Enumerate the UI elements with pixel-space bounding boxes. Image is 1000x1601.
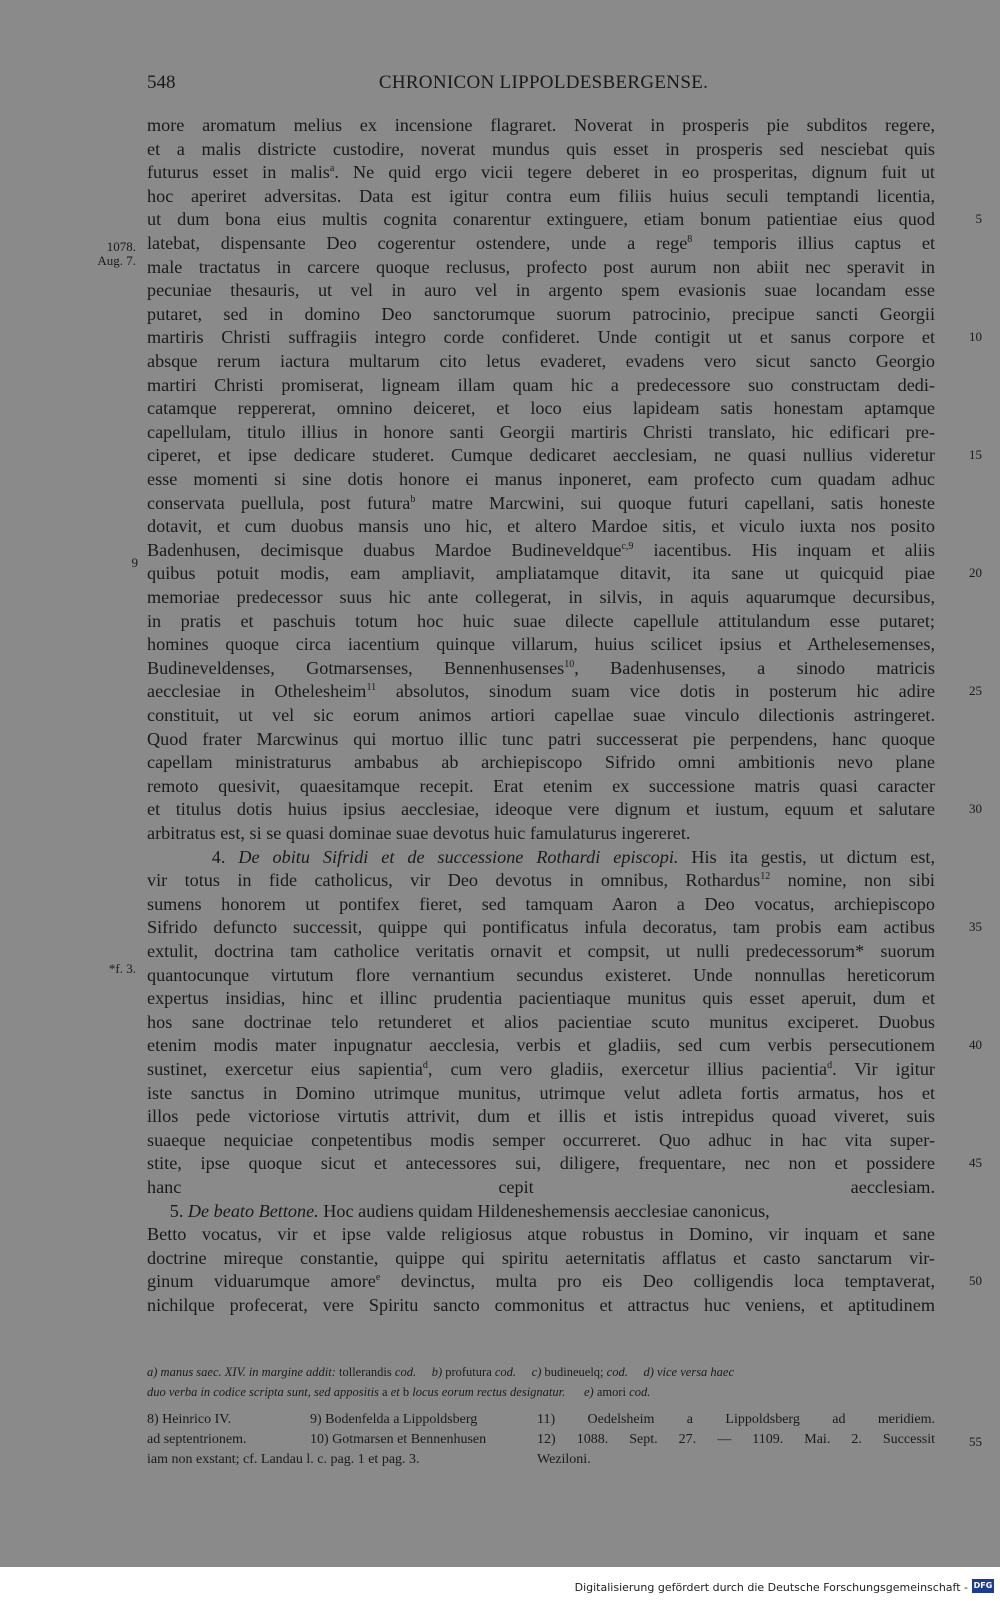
- text-line: remoto quesivit, quaesitamque recepit. Erat etenim ex successione matris quasi caracter: [147, 775, 935, 796]
- line-number: 30: [969, 801, 982, 817]
- text-line: futurus esset in malis$^a$. Ne quid ergo vicii tegere deberet in eo prosperitas, dignum fuit ut: [147, 162, 935, 183]
- line-number: 25: [969, 683, 982, 699]
- text-line: sustinet, exercetur eius sapientia$^d$, cum vero gladiis, exercetur illius pacientia$^d$. Vir igitur: [147, 1059, 935, 1079]
- text-line: Badenhusen, decimisque duabus Mardoe Budineveldque$^{c,9}$ iacentibus. His inquam et aliis: [147, 539, 935, 560]
- line-number: 10: [969, 329, 982, 345]
- text-line: Quod frater Marcwinus qui mortuo illic tunc patri successerat pie perpendens, hanc quoque: [147, 728, 935, 749]
- text-line: hoc aperiret adversitas. Data est igitur contra eum filiis huius seculi temptandi licentia,: [147, 185, 935, 206]
- text-line: absque rerum iactura multarum cito letus evaderet, evadens vero sicut sancto Georgio: [147, 351, 935, 371]
- apparatus-line: a) manus saec. XIV. in margine addit: tollerandis cod. b) profutura cod. c) budineuelq; cod. d) vice versa haec: [147, 1365, 735, 1379]
- margin-folio: *f. 3.: [108, 961, 136, 976]
- text-line: expertus insidias, hinc et illinc prudentia pacientiaque munitus quis esset aperuit, dum et: [147, 988, 935, 1009]
- margin-date-year: 1078.: [106, 239, 136, 254]
- text-line: memoriae predecessor suus hic ante collegerat, in silvis, in aquis aquarumque decursibus,: [147, 587, 935, 607]
- note-9: 9) Bodenfelda a Lippoldsberg: [310, 1412, 478, 1427]
- text-line: hos sane doctrinae telo retunderet et alios pacientiae scuto munitus exciperet. Duobus: [147, 1011, 935, 1032]
- note-8: 8) Heinrico IV.: [147, 1412, 232, 1427]
- text-line: ginum viduarumque amore$^e$ devinctus, multa pro eis Deo colligendis loca temptaverat,: [147, 1271, 935, 1292]
- line-number: 5: [975, 211, 982, 227]
- text-line: homines quoque circa iacentium quinque villarum, huius scilicet ipsius et Arthelesemenses,: [147, 634, 935, 655]
- text-line: Budineveldenses, Gotmarsenses, Bennenhusenses$^{10}$, Badenhusenses, a sinodo matricis: [147, 657, 935, 678]
- text-line: aecclesiae in Othelesheim$^{11}$ absolutos, sinodum suam vice dotis in posterum hic adire: [147, 681, 936, 702]
- line-number: 50: [969, 1273, 982, 1289]
- text-line: martiris Christi suffragiis integro corde confideret. Unde contigit ut et sanus corpore et: [147, 327, 935, 348]
- text-line: male tractatus in carcere quoque reclusus, profecto post aurum non abiit nec speravit in: [147, 256, 935, 277]
- text-line: arbitratus est, si se quasi dominae suae devotus huic famulaturus ingereret.: [147, 823, 691, 843]
- apparatus-line: duo verba in codice scripta sunt, sed appositis a et b locus eorum rectus designatur. e) amori cod.: [147, 1385, 651, 1399]
- text-line: 5. De beato Bettone. Hoc audiens quidam Hildeneshemensis aecclesiae canonicus,: [147, 1200, 770, 1221]
- note-8-cont: ad septentrionem.: [147, 1432, 247, 1447]
- page-number: 548: [147, 72, 176, 93]
- text-line: putaret, sed in domino Deo sanctorumque suorum patrocinio, precipue sancti Georgii: [147, 303, 935, 324]
- text-line: dotavit, et cum duobus mansis uno hic, et altero Mardoe sitis, et viculo iuxta nos posito: [147, 516, 935, 537]
- running-title: CHRONICON LIPPOLDESBERGENSE.: [378, 72, 709, 93]
- text-line: martiri Christi promiserat, ligneam illam quam hic a predecessore suo constructam dedi-: [147, 374, 935, 395]
- text-line: etenim modis mater inpugnatur aecclesia, verbis et gladiis, sed cum verbis persecutionem: [147, 1035, 935, 1056]
- text-line: 4. De obitu Sifridi et de successione Rothardi episcopi. His ita gestis, ut dictum est,: [147, 846, 935, 867]
- page-header: [147, 72, 940, 96]
- dfg-logo: DFG: [972, 1579, 994, 1593]
- text-line: esse momenti si sine dotis honore ei manus inponeret, eam profecto cum quadam adhuc: [147, 469, 935, 489]
- text-line: doctrine mireque constantie, quippe qui spiritu aeternitatis afflatus et casto sanctarum vir-: [147, 1247, 935, 1268]
- text-line: quibus potuit modis, eam ampliavit, ampliatamque ditavit, ita sane ut quicquid piae: [147, 563, 935, 584]
- note-12: 12) 1088. Sept. 27. — 1109. Mai. 2. Successit: [537, 1432, 935, 1447]
- text-line: et a malis districte custodire, noverat mundus quis esset in prosperis sed nesciebat quis: [147, 138, 935, 159]
- text-line: vir totus in fide catholicus, vir Deo devotus in omnibus, Rothardus$^{12}$ nomine, non sibi: [147, 870, 935, 891]
- text-line: latebat, dispensante Deo cogerentur ostendere, unde a rege$^8$ temporis illius captus et: [147, 233, 936, 253]
- note-10: 10) Gotmarsen et Bennenhusen: [310, 1432, 487, 1447]
- text-line: stite, ipse quoque sicut et antecessores sui, diligere, frequentare, nec non et possidere: [147, 1153, 935, 1174]
- credit-bar: [0, 1567, 1000, 1601]
- text-line: ciperet, et ipse dedicare studeret. Cumque dedicaret aecclesiam, ne quasi nullius videretur: [147, 445, 935, 466]
- text-line: capellam ministraturus ambabus ab archiepiscopo Sifrido omni ambitionis nevo plane: [147, 752, 935, 773]
- line-number: 40: [969, 1037, 982, 1053]
- text-line: ut dum bona eius multis cognita conarentur extinguere, etiam bonum patientiae eius quod: [147, 209, 935, 230]
- text-line: capellulam, titulo illius in honore santi Georgii martiris Christi translato, hic edificari pre-: [147, 421, 935, 442]
- line-number: 45: [969, 1155, 982, 1171]
- text-line: iste sanctus in Domino utrimque munitus, utrimque velut adleta fortis armatus, hos et: [147, 1082, 935, 1103]
- credit-text: Digitalisierung gefördert durch die Deutsche Forschungsgemeinschaft -: [574, 1581, 968, 1594]
- line-number: 15: [969, 447, 982, 463]
- note-12-cont: Weziloni.: [537, 1452, 591, 1467]
- margin-note-9: 9: [131, 555, 138, 570]
- text-line: illos pede victoriose virtutis attrivit, dum et illis et istis intrepidus quoad viveret, suis: [147, 1106, 935, 1127]
- text-line: catamque reppererat, omnino deiceret, et loco eius lapideam satis honestam aptamque: [147, 398, 935, 419]
- text-line: more aromatum melius ex incensione flagraret. Noverat in prosperis pie subditos regere,: [147, 115, 935, 135]
- margin-date-day: Aug. 7.: [97, 253, 136, 268]
- text-line: Betto vocatus, vir et ipse valde religiosus atque robustus in Domino, vir inquam et sane: [147, 1224, 935, 1245]
- line-number: 20: [969, 565, 982, 581]
- text-line: quantocunque virtutum flore vernantium secundus existeret. Unde nonnullas hereticorum: [147, 964, 935, 985]
- text-line: suaeque nequiciae conpetentibus modis semper occurreret. Quo adhuc in hac vita super-: [147, 1129, 935, 1150]
- note-11: 11) Oedelsheim a Lippoldsberg ad meridiem.: [537, 1412, 935, 1427]
- text-line: pecuniae thesauris, ut vel in auro vel in argento spem evasionis suae locandam esse: [147, 280, 935, 301]
- text-line: extulit, doctrina tam catholice veritatis ornavit et compsit, ut nulli predecessorum* suorum: [147, 941, 935, 961]
- note-10-cont: iam non exstant; cf. Landau l. c. pag. 1 et pag. 3.: [147, 1452, 420, 1467]
- text-line: sumens honorem ut pontifex fieret, sed tamquam Aaron a Deo vocatus, archiepiscopo: [147, 893, 935, 914]
- text-line: in pratis et paschuis totum hoc huic suae dilecte capellule attitulandum esse putaret;: [147, 610, 935, 631]
- text-line: Sifrido defuncto successit, quippe qui pontificatus infula decoratus, tam probis eam actibus: [147, 917, 935, 938]
- text-line: constituit, ut vel sic eorum animos artiori capellae suae vinculo dilectionis astringeret.: [147, 705, 935, 725]
- text-line: nichilque profecerat, vere Spiritu sancto commonitus et attractus huc veniens, et aptitudinem: [147, 1295, 935, 1315]
- text-line: hanc cepit aecclesiam.: [147, 1177, 935, 1197]
- line-number: 35: [969, 919, 982, 935]
- line-number: 55: [969, 1434, 982, 1449]
- text-line: et titulus dotis huius ipsius aecclesiae, ideoque vere dignum et iustum, equum et salutare: [147, 799, 935, 820]
- text-line: conservata puellula, post futura$^b$ matre Marcwini, sui quoque futuri capellani, satis honeste: [147, 492, 935, 513]
